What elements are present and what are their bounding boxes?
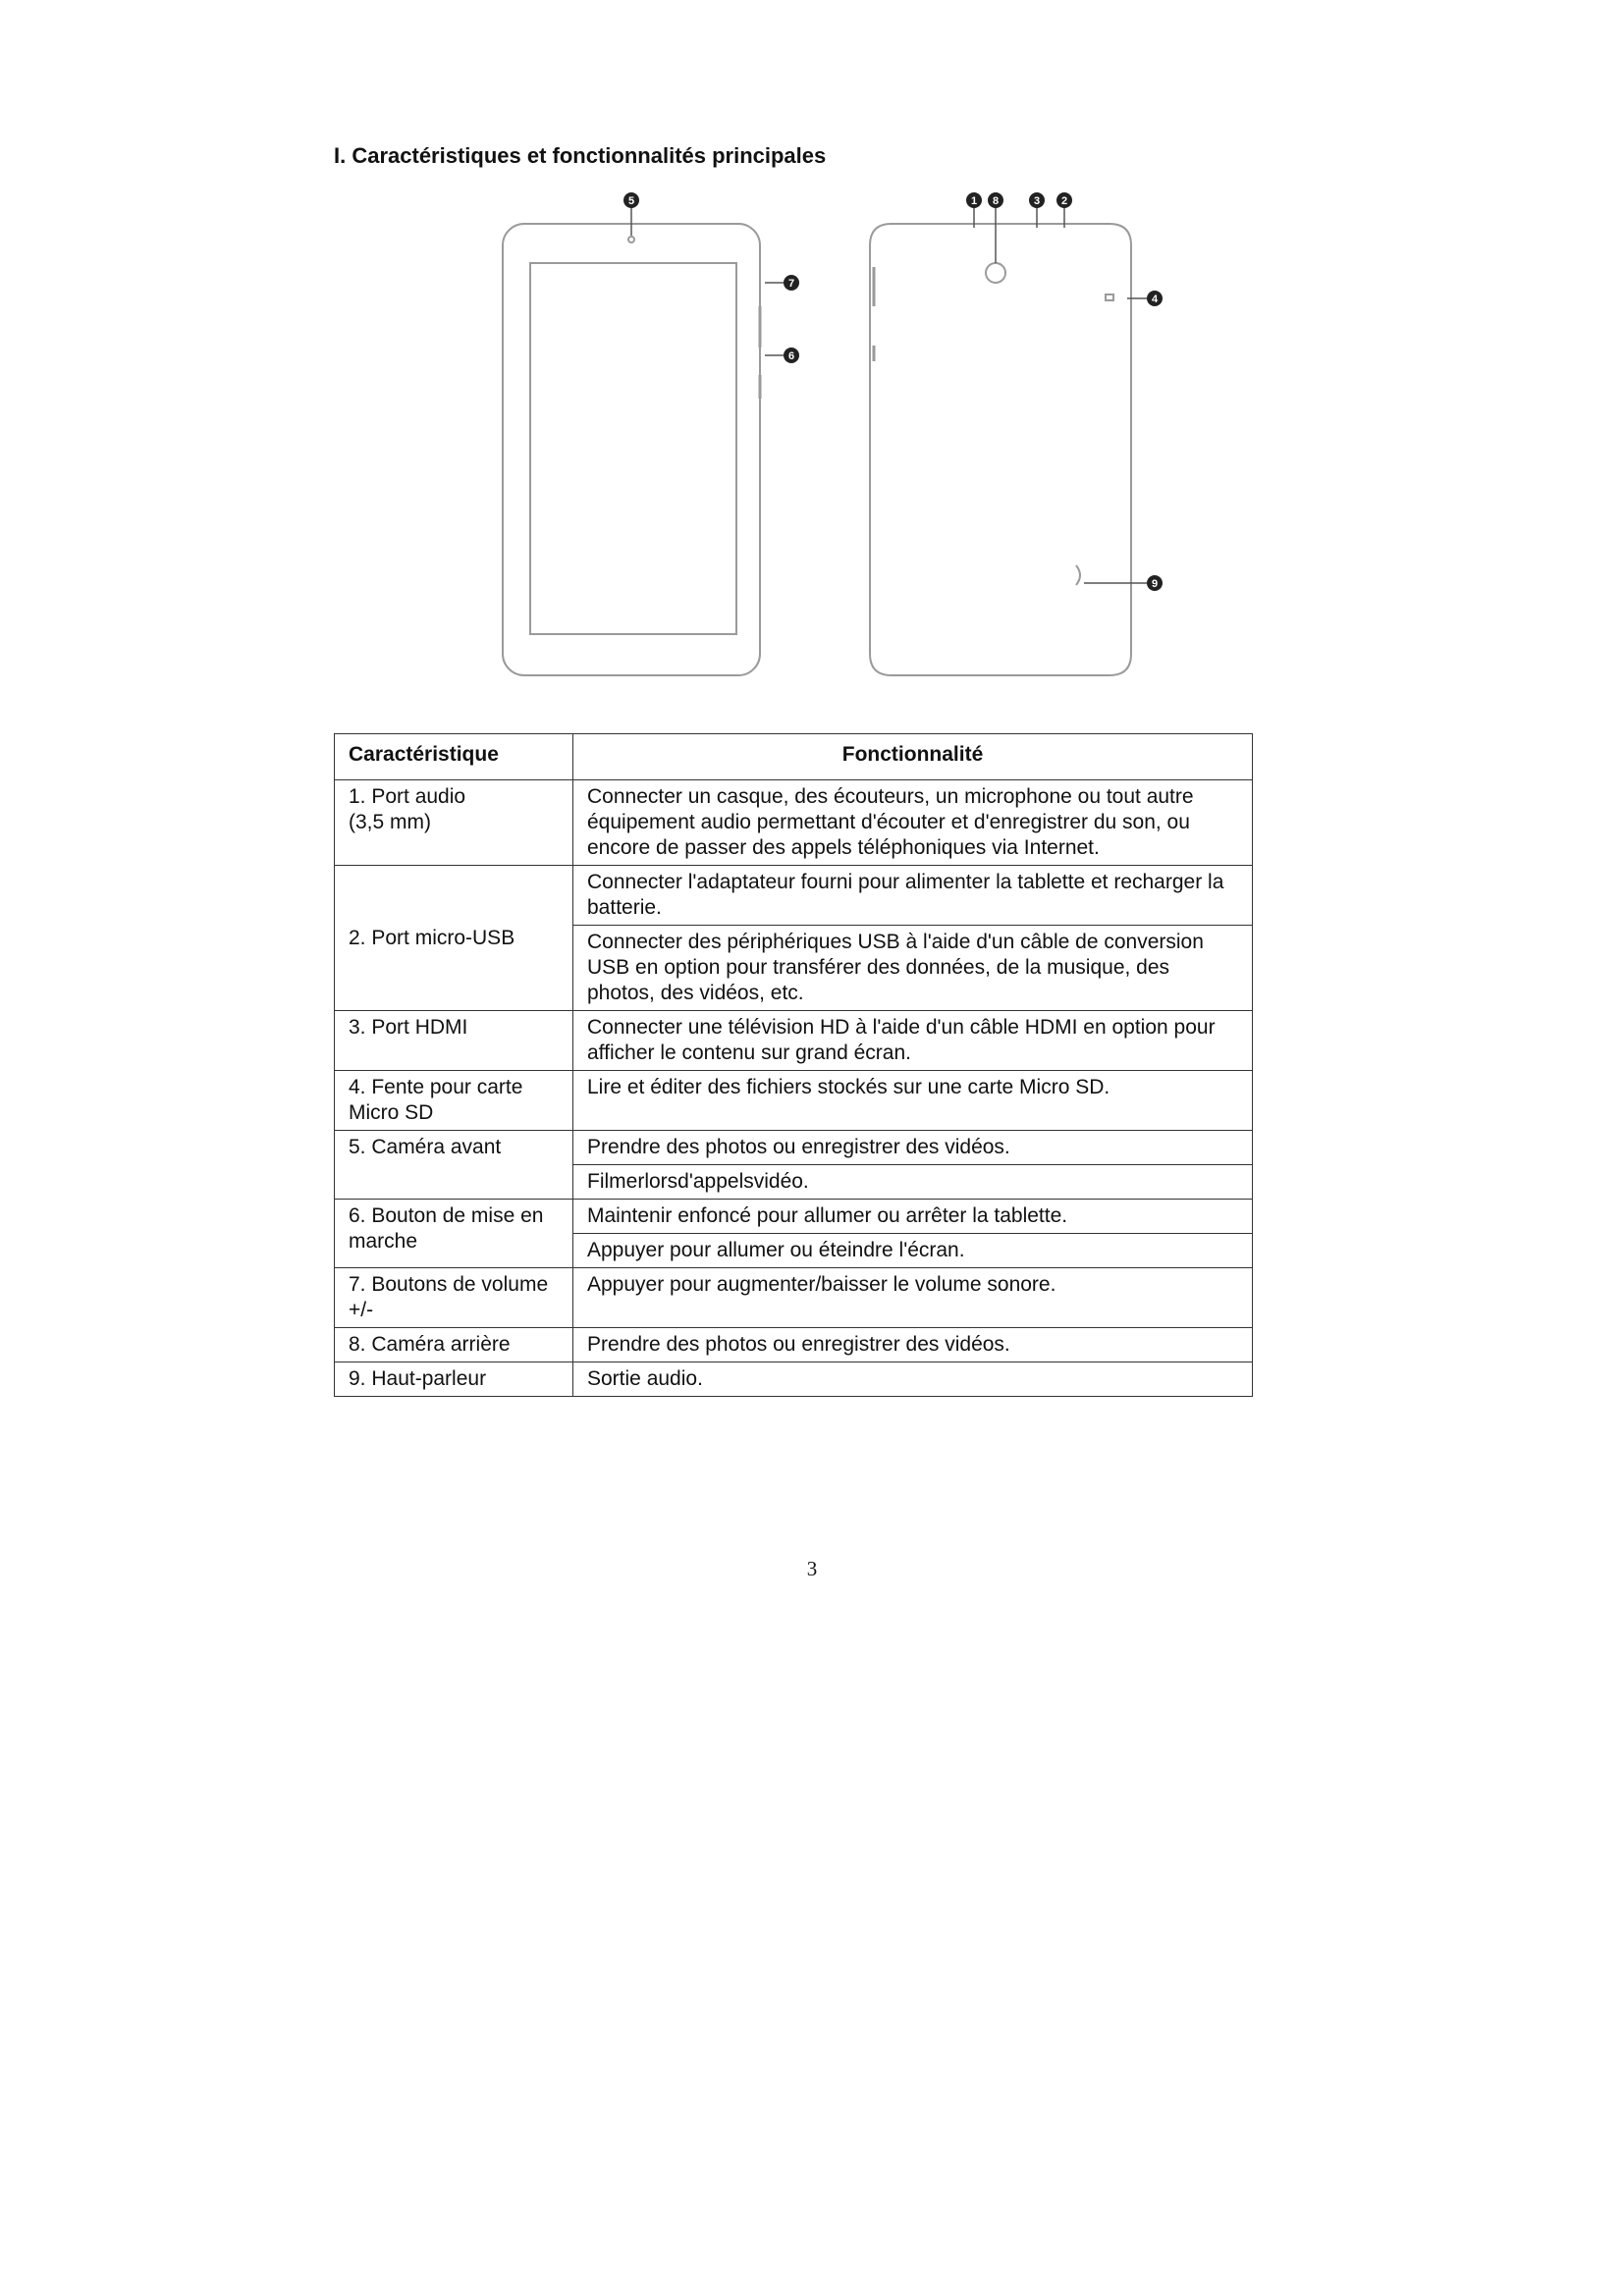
function-cell: Prendre des photos ou enregistrer des vidéos. — [573, 1131, 1253, 1165]
table-row — [335, 1328, 1253, 1362]
header-function: Fonctionnalité — [573, 734, 1253, 780]
svg-text:9: 9 — [1151, 578, 1159, 590]
table-row — [335, 1011, 1253, 1071]
tablet-diagram-svg — [491, 188, 1178, 679]
function-cell: Connecter un casque, des écouteurs, un microphone ou tout autre équipement audio permettant d'écouter et d'enregistrer du son, ou encore de passer des appels téléphoniques via Internet. — [573, 780, 1253, 866]
callout-6 — [784, 347, 799, 363]
callout-3 — [1029, 192, 1045, 208]
feature-cell: 4. Fente pour carte Micro SD — [335, 1071, 573, 1131]
table-header-row — [335, 734, 1253, 780]
feature-cell: 9. Haut-parleur — [335, 1362, 573, 1397]
callout-5 — [623, 192, 639, 208]
function-cell: Sortie audio. — [573, 1362, 1253, 1397]
svg-text:5: 5 — [627, 195, 635, 207]
table-row — [335, 780, 1253, 866]
tablet-diagram — [491, 188, 1178, 679]
feature-cell: 7. Boutons de volume +/- — [335, 1268, 573, 1328]
page-number: 3 — [806, 1557, 818, 1580]
callout-7 — [784, 275, 799, 291]
svg-text:4: 4 — [1151, 294, 1159, 305]
feature-cell: 3. Port HDMI — [335, 1011, 573, 1071]
speaker-grille — [1076, 565, 1080, 585]
table-row — [335, 1362, 1253, 1397]
feature-cell: 6. Bouton de mise en marche — [335, 1200, 573, 1268]
callout-4 — [1147, 291, 1163, 306]
table-row — [335, 1200, 1253, 1234]
svg-text:2: 2 — [1060, 195, 1068, 207]
svg-text:3: 3 — [1033, 195, 1041, 207]
svg-text:1: 1 — [970, 195, 978, 207]
function-cell: Appuyer pour augmenter/baisser le volume sonore. — [573, 1268, 1253, 1328]
callout-8 — [988, 192, 1003, 208]
svg-text:6: 6 — [787, 350, 795, 362]
table-row — [335, 1268, 1253, 1328]
callout-leaders — [631, 204, 1147, 583]
svg-text:8: 8 — [992, 195, 1000, 207]
function-cell: Lire et éditer des fichiers stockés sur une carte Micro SD. — [573, 1071, 1253, 1131]
table-row — [335, 1071, 1253, 1131]
callout-9 — [1147, 575, 1163, 591]
feature-cell: 5. Caméra avant — [335, 1131, 573, 1200]
function-cell: Connecter des périphériques USB à l'aide d'un câble de conversion USB en option pour transférer des données, de la musique, des photos, des vidéos, etc. — [573, 926, 1253, 1011]
function-cell: Filmerlorsd'appelsvidéo. — [573, 1165, 1253, 1200]
features-table — [334, 733, 1253, 1397]
function-cell: Maintenir enfoncé pour allumer ou arrêter la tablette. — [573, 1200, 1253, 1234]
sd-slot-mark — [1106, 294, 1113, 300]
table-row — [335, 866, 1253, 926]
tablet-back-outline — [870, 224, 1131, 675]
tablet-front-view — [503, 224, 760, 675]
tablet-back-view — [870, 224, 1131, 675]
feature-cell: 1. Port audio (3,5 mm) — [335, 780, 573, 866]
header-feature: Caractéristique — [335, 734, 573, 780]
feature-cell: 8. Caméra arrière — [335, 1328, 573, 1362]
function-cell: Connecter l'adaptateur fourni pour alimenter la tablette et recharger la batterie. — [573, 866, 1253, 926]
feature-cell: 2. Port micro-USB — [335, 866, 573, 1011]
function-cell: Appuyer pour allumer ou éteindre l'écran. — [573, 1234, 1253, 1268]
function-cell: Connecter une télévision HD à l'aide d'un câble HDMI en option pour afficher le contenu sur grand écran. — [573, 1011, 1253, 1071]
front-camera-lens — [628, 237, 634, 242]
rear-camera-lens — [986, 263, 1005, 283]
callout-2 — [1056, 192, 1072, 208]
page-title: I. Caractéristiques et fonctionnalités principales — [334, 143, 827, 168]
tablet-front-outline — [503, 224, 760, 675]
callout-1 — [966, 192, 982, 208]
table-row — [335, 1131, 1253, 1165]
function-cell: Prendre des photos ou enregistrer des vidéos. — [573, 1328, 1253, 1362]
tablet-front-screen — [530, 263, 736, 634]
svg-text:7: 7 — [787, 278, 795, 290]
